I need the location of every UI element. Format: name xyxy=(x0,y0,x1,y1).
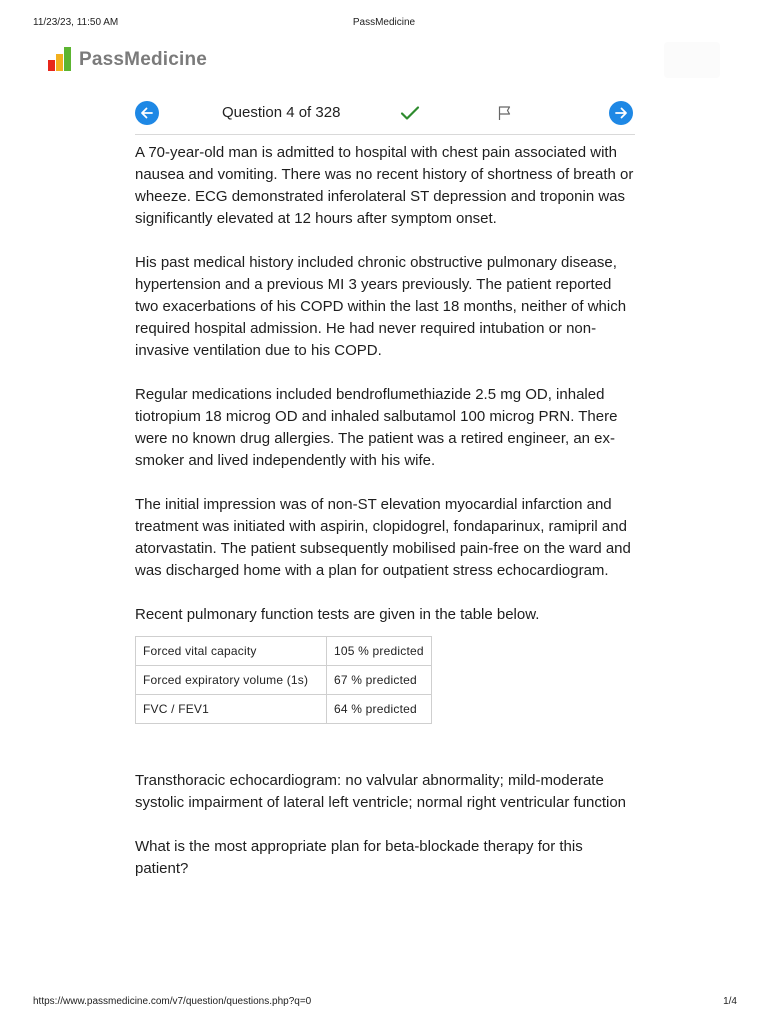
arrow-right-icon xyxy=(614,106,628,120)
pft-label: FVC / FEV1 xyxy=(136,695,327,724)
logo-bar-green xyxy=(64,47,71,71)
pft-value: 64 % predicted xyxy=(327,695,432,724)
print-timestamp: 11/23/23, 11:50 AM xyxy=(33,17,119,28)
arrow-left-icon xyxy=(140,106,154,120)
pft-label: Forced vital capacity xyxy=(136,637,327,666)
question-prompt: What is the most appropriate plan for beta-blockade therapy for this patient? xyxy=(135,838,583,877)
pft-value: 105 % predicted xyxy=(327,637,432,666)
question-paragraph: His past medical history included chronic obstructive pulmonary disease, hypertension and a previous MI 3 years previously. The patient reported two exacerbations of his COPD within the last 18 months, neither of which required hospital admission. He had never required intubation or non-invasive ventilation due to his COPD. xyxy=(135,254,627,359)
echo-findings: Transthoracic echocardiogram: no valvular abnormality; mild-moderate systolic impairment of lateral left ventricle; normal right ventricular function xyxy=(135,772,627,811)
table-row xyxy=(136,637,432,666)
header-menu-placeholder[interactable] xyxy=(664,42,720,78)
question-body xyxy=(135,142,635,902)
pft-label: Forced expiratory volume (1s) xyxy=(136,666,327,695)
passmedicine-logo[interactable] xyxy=(48,47,207,71)
next-question-button[interactable] xyxy=(609,101,633,125)
question-paragraph: The initial impression was of non-ST elevation myocardial infarction and treatment was initiated with aspirin, clopidogrel, fondaparinux, ramipril and atorvastatin. The patient subsequently mobilised pain-free on the ward and was discharged home with a plan for outpatient stress echocardiogram. xyxy=(135,496,631,579)
question-paragraph: A 70-year-old man is admitted to hospital with chest pain associated with nausea and vomiting. There was no recent history of shortness of breath or wheeze. ECG demonstrated inferolateral ST depression and troponin was significantly elevated at 12 hours after symptom onset. xyxy=(135,144,634,227)
answered-check-icon xyxy=(400,105,420,121)
print-page-title: PassMedicine xyxy=(352,17,416,28)
pft-value: 67 % predicted xyxy=(327,666,432,695)
flag-question-icon[interactable] xyxy=(497,105,513,121)
table-row xyxy=(136,666,432,695)
print-page-number: 1/4 xyxy=(723,996,737,1007)
pulmonary-function-table xyxy=(135,636,432,724)
bar-chart-logo-icon xyxy=(48,47,71,71)
logo-bar-red xyxy=(48,60,55,71)
logo-bar-yellow xyxy=(56,54,63,71)
question-navigation-bar xyxy=(135,98,635,135)
previous-question-button[interactable] xyxy=(135,101,159,125)
question-counter: Question 4 of 328 xyxy=(222,104,341,121)
print-url: https://www.passmedicine.com/v7/question/questions.php?q=0 xyxy=(33,996,312,1007)
brand-name: PassMedicine xyxy=(79,49,208,70)
question-paragraph: Regular medications included bendroflumethiazide 2.5 mg OD, inhaled tiotropium 18 microg OD and inhaled salbutamol 100 microg PRN. There were no known drug allergies. The patient was a retired engineer, an ex-smoker and lived independently with his wife. xyxy=(135,386,618,469)
question-paragraph: Recent pulmonary function tests are given in the table below. xyxy=(135,606,540,623)
table-row xyxy=(136,695,432,724)
